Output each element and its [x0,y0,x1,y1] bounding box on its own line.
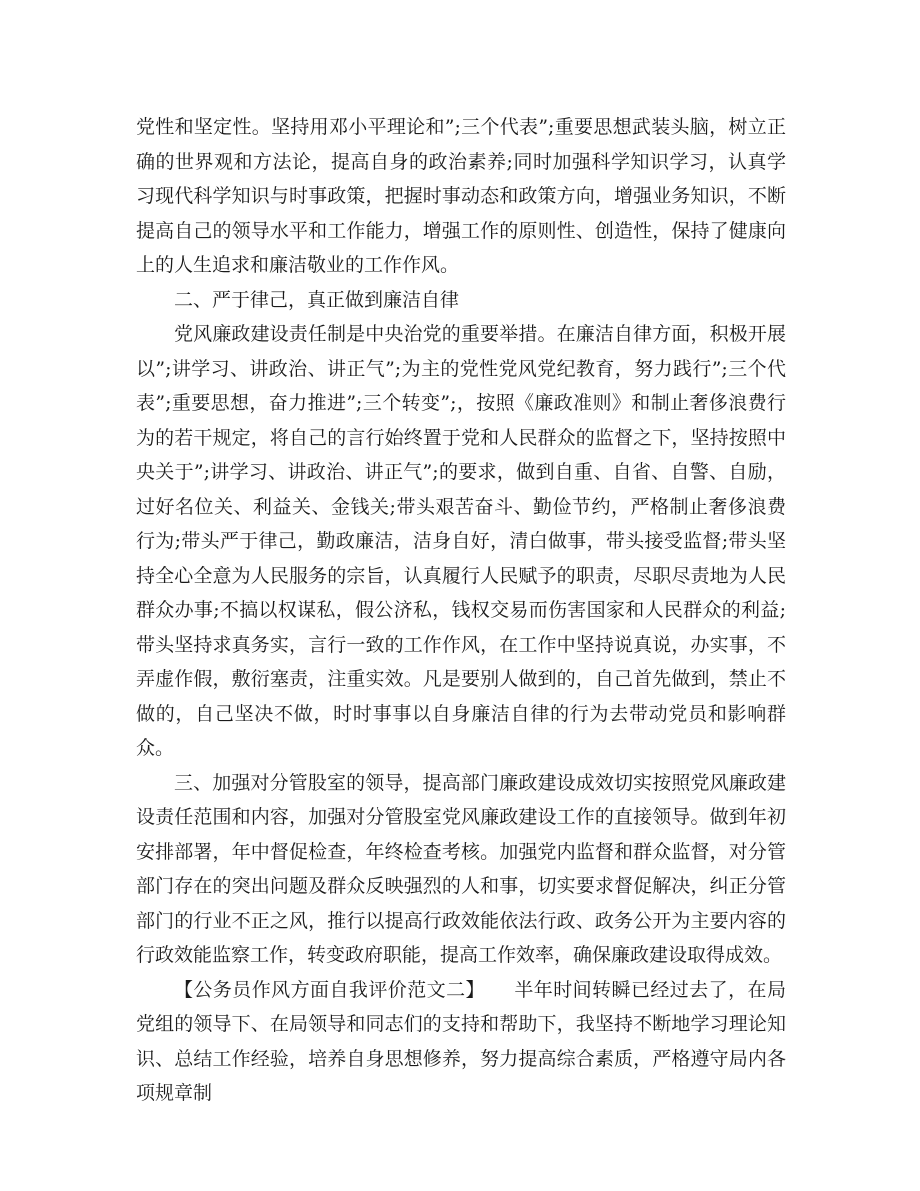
paragraph-self-discipline: 党风廉政建设责任制是中央治党的重要举措。在廉洁自律方面，积极开展以”;讲学习、讲政治、讲正气”;为主的党性党风党纪教育，努力践行”;三个代表”;重要思想，奋力推进”;三个转变”;，按照《廉政准则》和制止奢侈浪费行为的若干规定，将自己的言行始终置于党和人民群众的监督之下，坚持按照中央关于”;讲学习、讲政治、讲正气”;的要求，做到自重、自省、自警、自励，过好名位关、利益关、金钱关;带头艰苦奋斗、勤俭节约，严格制止奢侈浪费行为;带头严于律己，勤政廉洁，洁身自好，清白做事，带头接受监督;带头坚持全心全意为人民服务的宗旨，认真履行人民赋予的职责，尽职尽责地为人民群众办事;不搞以权谋私，假公济私，钱权交易而伤害国家和人民群众的利益;带头坚持求真务实，言行一致的工作作风，在工作中坚持说真说，办实事，不弄虚作假，敷衍塞责，注重实效。凡是要别人做到的，自己首先做到，禁止不做的，自己坚决不做，时时事事以自身廉洁自律的行为去带动党员和影响群众。 [136,323,786,759]
section-three-paragraph: 三、加强对分管股室的领导，提高部门廉政建设成效切实按照党风廉政建设责任范围和内容，加强对分管股室党风廉政建设工作的直接领导。做到年初安排部署，年中督促检查，年终检查考核。加强党内监督和群众监督，对分管部门存在的突出问题及群众反映强烈的人和事，切实要求督促解决，纠正分管部门的行业不正之风，推行以提高行政效能依法行政、政务公开为主要内容的行政效能监察工作，转变政府职能，提高工作效率，确保廉政建设取得成效。 [136,771,786,966]
sample-two-paragraph: 【公务员作风方面自我评价范文二】 半年时间转瞬已经过去了，在局党组的领导下、在局领导和同志们的支持和帮助下，我坚持不断地学习理论知识、总结工作经验，培养自身思想修养，努力提高综合素质，严格遵守局内各项规章制 [136,978,786,1104]
section-heading-two: 二、严于律己，真正做到廉洁自律 [174,288,460,311]
paragraph-continuation: 党性和坚定性。坚持用邓小平理论和”;三个代表”;重要思想武装头脑，树立正确的世界观和方法论，提高自身的政治素养;同时加强科学知识学习，认真学习现代科学知识与时事政策，把握时事动态和政策方向，增强业务知识，不断提高自己的领导水平和工作能力，增强工作的原则性、创造性，保持了健康向上的人生追求和廉洁敬业的工作作风。 [136,116,786,276]
document-body [136,110,786,1111]
